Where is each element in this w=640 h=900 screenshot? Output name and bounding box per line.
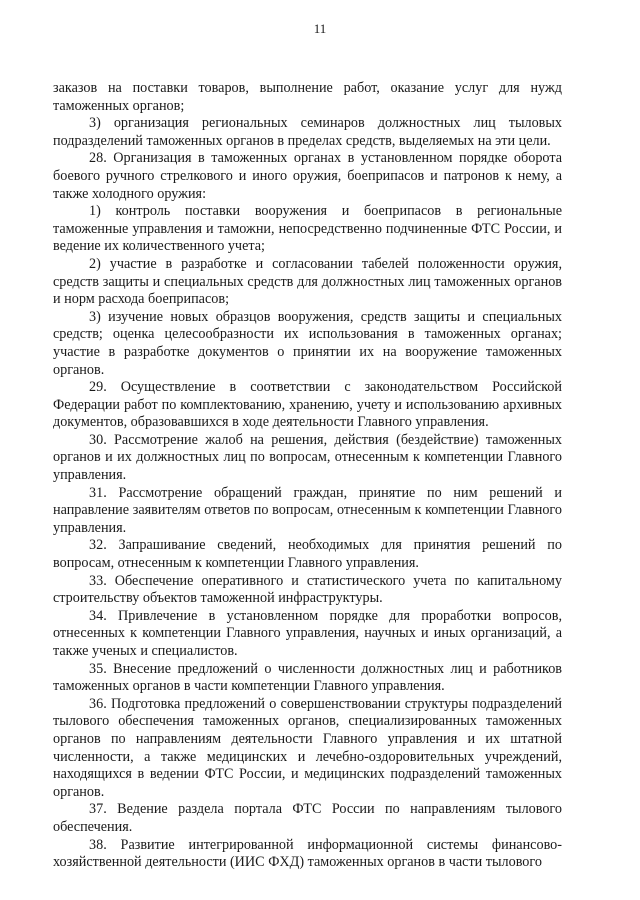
paragraph: заказов на поставки товаров, выполнение работ, оказание услуг для нужд таможенных органов; xyxy=(53,80,562,114)
paragraph: 29. Осуществление в соответствии с законодательством Российской Федерации работ по комплектованию, хранению, учету и использованию архивных документов, образовавшихся в ходе деятельности Главного управления. xyxy=(53,379,562,431)
paragraph: 30. Рассмотрение жалоб на решения, действия (бездействие) таможенных органов и их должностных лиц по вопросам, отнесенным к компетенции Главного управления. xyxy=(53,431,562,484)
paragraph: 31. Рассмотрение обращений граждан, принятие по ним решений и направление заявителям ответов по вопросам, отнесенным к компетенции Главного управления. xyxy=(53,484,562,536)
paragraph: 32. Запрашивание сведений, необходимых для принятия решений по вопросам, отнесенным к компетенции Главного управления. xyxy=(53,537,562,572)
paragraph: 38. Развитие интегрированной информационной системы финансово-хозяйственной деятельности (ИИС ФХД) таможенных органов в части тылового xyxy=(53,836,562,871)
paragraph: 1) контроль поставки вооружения и боеприпасов в региональные таможенные управления и таможни, непосредственно подчиненные ФТС России, и ведение их количественного учета; xyxy=(53,203,562,255)
page-number: 11 xyxy=(313,21,327,36)
paragraph: 36. Подготовка предложений о совершенствовании структуры подразделений тылового обеспечения таможенных органов, специализированных таможенных органов по направлениям деятельности Главного управления и их штатной численности, а также медицинских и лечебно-оздоровительных учреждений, находящихся в ведении ФТС России, и медицинских подразделений таможенных органов. xyxy=(53,695,562,800)
paragraph: 28. Организация в таможенных органах в установленном порядке оборота боевого ручного стрелкового и иного оружия, боеприпасов и патронов к нему, а также холодного оружия: xyxy=(53,150,562,202)
paragraph: 35. Внесение предложений о численности должностных лиц и работников таможенных органов в части компетенции Главного управления. xyxy=(53,660,562,695)
paragraph: 2) участие в разработке и согласовании табелей положенности оружия, средств защиты и специальных средств для должностных лиц таможенных органов и норм расхода боеприпасов; xyxy=(53,255,562,308)
document-body xyxy=(53,80,562,872)
paragraph: 37. Ведение раздела портала ФТС России по направлениям тылового обеспечения. xyxy=(53,801,562,835)
paragraph: 33. Обеспечение оперативного и статистического учета по капитальному строительству объектов таможенной инфраструктуры. xyxy=(53,572,562,607)
paragraph: 3) организация региональных семинаров должностных лиц тыловых подразделений таможенных органов в пределах средств, выделяемых на эти цели. xyxy=(53,115,562,149)
paragraph: 3) изучение новых образцов вооружения, средств защиты и специальных средств; оценка целесообразности их использования в таможенных органах; участие в разработке документов о принятии их на вооружение таможенных органов. xyxy=(53,308,562,378)
paragraph: 34. Привлечение в установленном порядке для проработки вопросов, отнесенных к компетенции Главного управления, научных и иных организаций, а также ученых и специалистов. xyxy=(53,607,562,659)
